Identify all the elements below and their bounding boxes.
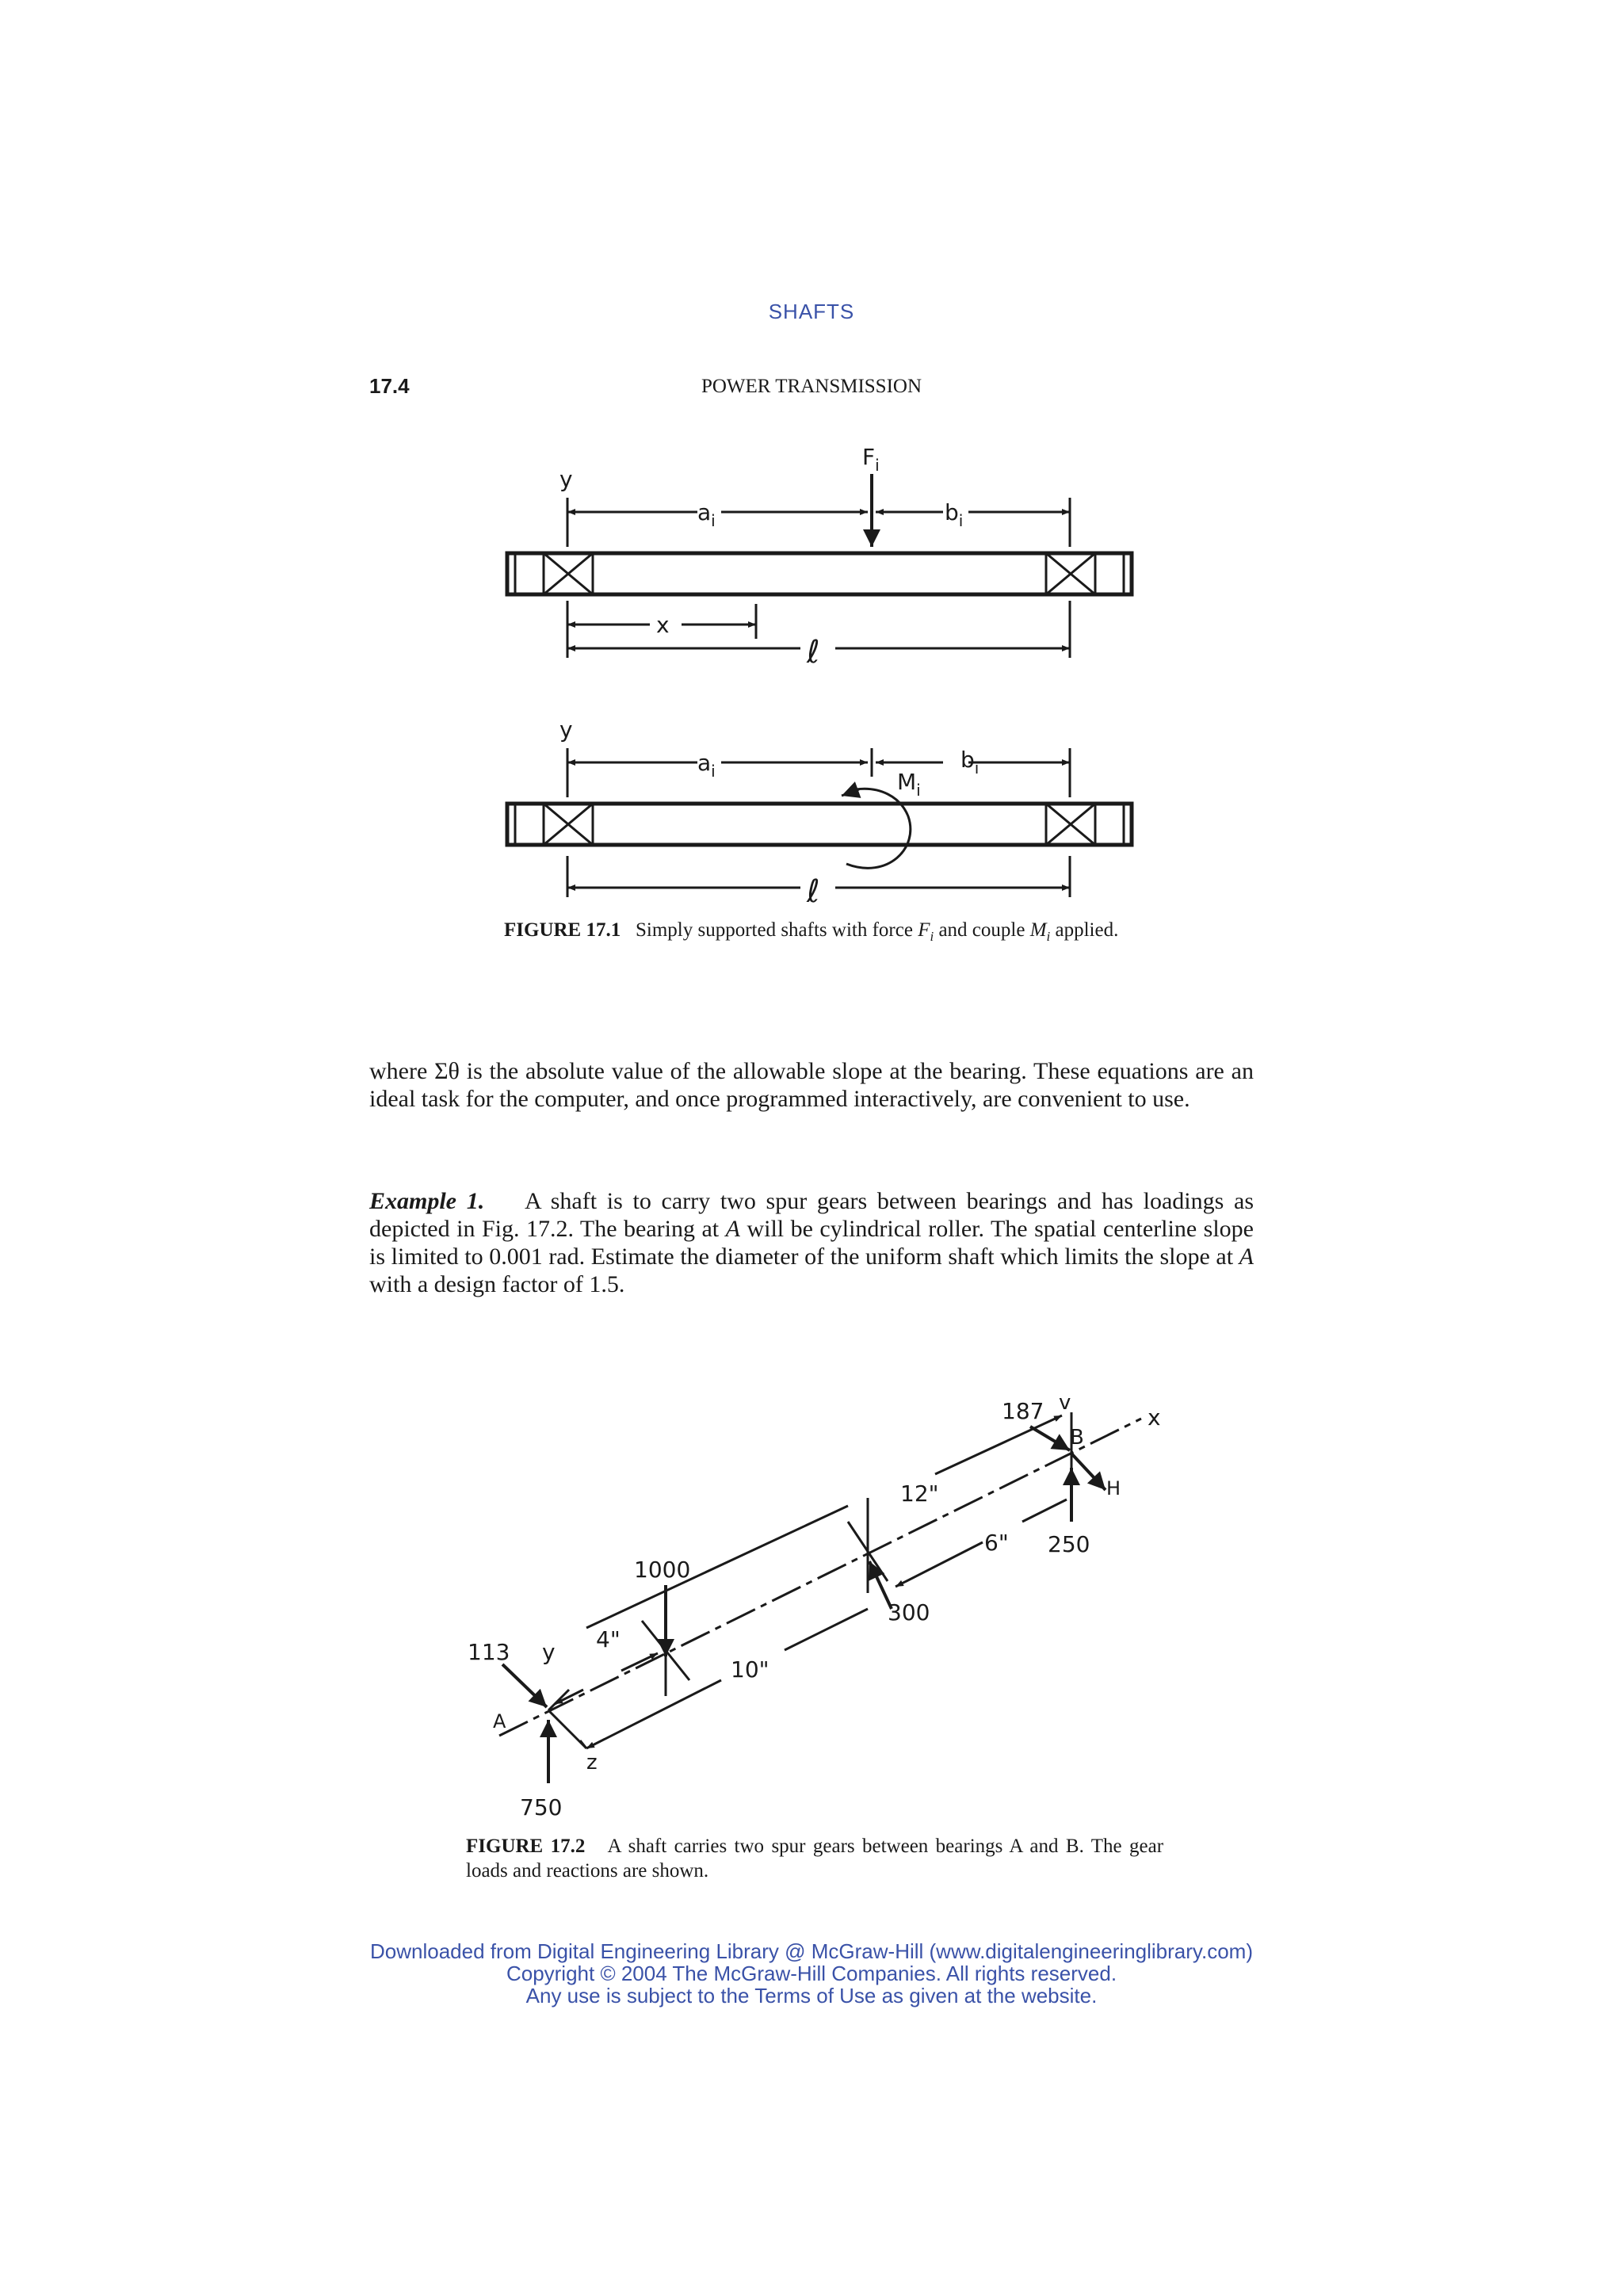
footer — [0, 1940, 1623, 2007]
footer-line-2: Copyright © 2004 The McGraw-Hill Companies. All rights reserved. — [506, 1962, 1117, 1985]
example-label: Example 1. — [369, 1188, 485, 1214]
bearing-a-label: A — [493, 1710, 506, 1733]
dim-6: 6" — [984, 1530, 1009, 1556]
bearing-b-label: B — [1070, 1426, 1084, 1450]
load-113: 113 — [468, 1639, 510, 1665]
dim-12: 12" — [900, 1480, 939, 1507]
v-axis-label: v — [1059, 1391, 1071, 1415]
caption-label: FIGURE 17.1 — [504, 919, 621, 941]
x-label: x — [656, 612, 670, 638]
z-axis-label: z — [586, 1751, 598, 1775]
y-axis-label: y — [542, 1639, 556, 1665]
length-label-1: ℓ — [807, 634, 820, 670]
b-label-2: $b_i$ — [960, 747, 980, 777]
shaft-centerline — [499, 1419, 1141, 1736]
figure-17-2-caption: FIGURE 17.2 A shaft carries two spur gears between bearings A and B. The gear loads and reactions are shown. — [466, 1836, 1164, 1881]
load-1000: 1000 — [634, 1557, 691, 1583]
dim-4: 4" — [596, 1626, 621, 1652]
force-label: $F_i$ — [862, 444, 880, 475]
figure-17-1-caption: FIGURE 17.1 Simply supported shafts with force $F_i$ and couple $M_i$ applied. — [504, 919, 1119, 944]
footer-line-3: Any use is subject to the Terms of Use as given at the website. — [525, 1984, 1098, 2008]
example-paragraph: Example 1. A shaft is to carry two spur gears between bearings and has loadings as depicted in Fig. 17.2. The bearing at A will be cylindrical roller. The spatial centerline slope is limited to 0.001 rad. Estimate the diameter of the uniform shaft which limits the slope at A with a design factor of 1.5. — [369, 1188, 1254, 1297]
caption-label: FIGURE 17.2 — [466, 1836, 586, 1857]
h-axis-label: H — [1106, 1477, 1121, 1499]
load-187: 187 — [1002, 1398, 1044, 1424]
footer-line-1[interactable]: Downloaded from Digital Engineering Library @ McGraw-Hill (www.digitalengineeringlibrary.com) — [369, 1939, 1253, 1963]
y-label-1: y — [559, 466, 573, 492]
moment-label: $M_i$ — [897, 769, 921, 800]
load-250: 250 — [1048, 1531, 1090, 1557]
dim-10: 10" — [731, 1656, 769, 1683]
a-label-1: $a_i$ — [697, 499, 716, 530]
paragraph-1: where Σθ is the absolute value of the allowable slope at the bearing. These equations are an ideal task for the computer, and once programmed interactively, are convenient to use. — [369, 1058, 1254, 1112]
load-750: 750 — [520, 1794, 563, 1820]
x-axis-label: x — [1148, 1404, 1161, 1431]
a-label-2: $a_i$ — [697, 750, 716, 781]
chapter-title: SHAFTS — [768, 300, 855, 323]
load-300: 300 — [888, 1599, 930, 1626]
running-head: POWER TRANSMISSION — [701, 376, 922, 397]
page-number: 17.4 — [369, 374, 410, 398]
length-label-2: ℓ — [807, 873, 820, 910]
b-label-1: $b_i$ — [945, 499, 964, 530]
y-label-2: y — [559, 716, 573, 743]
